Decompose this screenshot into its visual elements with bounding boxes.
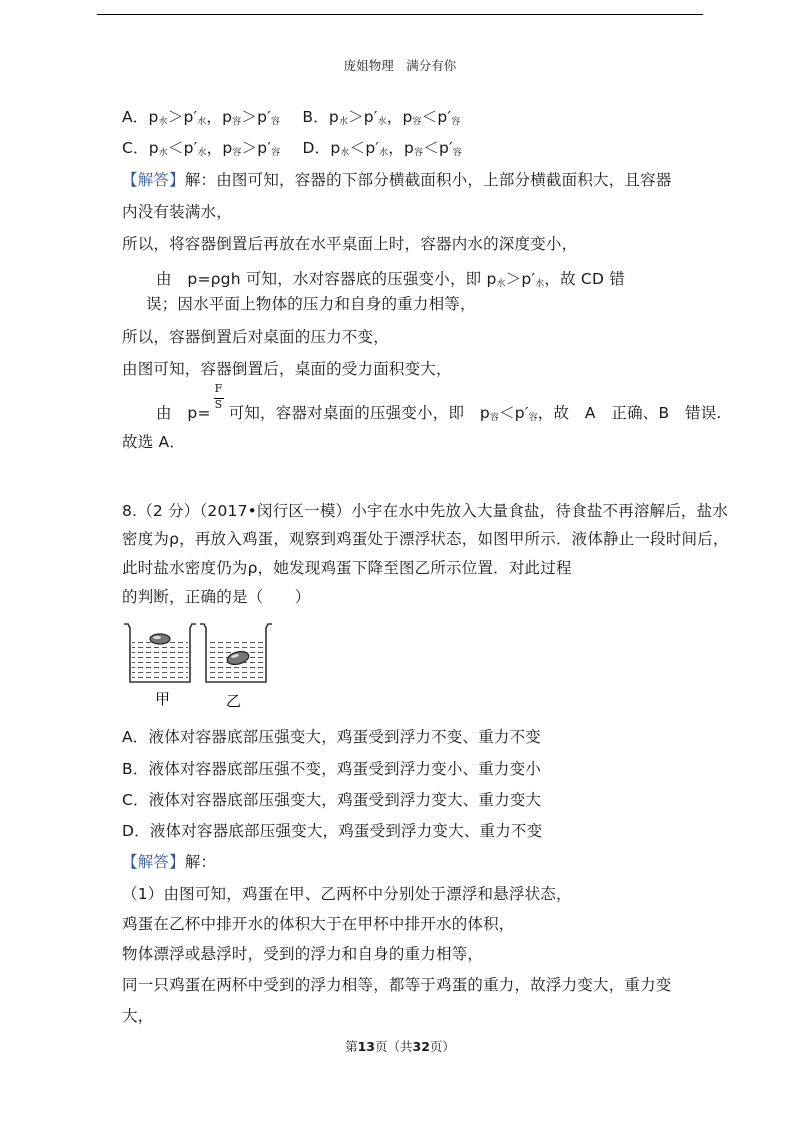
beaker-figure bbox=[122, 620, 282, 710]
prev-option-a-b-row bbox=[122, 105, 460, 127]
beaker-jia bbox=[124, 624, 196, 682]
prev-option-a: A．$p_水>p'_水$，$p_容>p'_容$ bbox=[122, 108, 281, 127]
answer8-line-1: （1）由图可知，鸡蛋在甲、乙两杯中分别处于漂浮和悬浮状态， bbox=[122, 885, 572, 903]
page-footer: 第13页（共32页） bbox=[345, 1039, 455, 1054]
q8-line-4: 的判断，正确的是（ ） bbox=[122, 588, 311, 606]
answer-tag: 【解答】 bbox=[122, 171, 185, 189]
answer7-line-3: 所以，将容器倒置后再放在水平桌面上时，容器内水的深度变小， bbox=[122, 235, 578, 253]
beakers-svg bbox=[122, 620, 282, 710]
page-header: 庞姐物理 满分有你 bbox=[343, 58, 457, 73]
prev-option-c: C．$p_水<p'_水$，$p_容>p'_容$ bbox=[122, 139, 281, 158]
answer7-line-2: 内没有装满水， bbox=[122, 203, 232, 221]
q8-line-2: 密度为ρ，再放入鸡蛋，观察到鸡蛋处于漂浮状态，如图甲所示．液体静止一段时间后， bbox=[122, 530, 729, 548]
prev-option-b: B．$p_水>p'_水$，$p_容<p'_容$ bbox=[302, 108, 461, 127]
q8-line-3: 此时盐水密度仍为ρ，她发现鸡蛋下降至图乙所示位置．对此过程 bbox=[122, 559, 572, 577]
answer7-line-9: 故选 A． bbox=[122, 433, 186, 451]
answer8-line-3: 物体漂浮或悬浮时，受到的浮力和自身的重力相等， bbox=[122, 945, 484, 963]
answer7-line-8: 由 p= $\frac{F}{S}$ 可知，容器对桌面的压强变小，即 $p_容<p'_容$，故 A 正确、B 错误. bbox=[156, 382, 722, 423]
page-total: 32 bbox=[412, 1039, 430, 1054]
label-yi: 乙 bbox=[226, 692, 242, 710]
egg-floating bbox=[150, 634, 170, 644]
q8-option-a: A．液体对容器底部压强变大，鸡蛋受到浮力不变、重力不变 bbox=[122, 728, 542, 746]
prev-option-d: D．$p_水<p'_水$，$p_容<p'_容$ bbox=[302, 139, 462, 158]
answer7-line-7: 由图可知，容器倒置后，桌面的受力面积变大， bbox=[122, 360, 452, 378]
answer7-line-6: 所以，容器倒置后对桌面的压力不变， bbox=[122, 328, 389, 346]
answer8-line-4: 同一只鸡蛋在两杯中受到的浮力相等，都等于鸡蛋的重力，故浮力变大，重力变 bbox=[122, 976, 672, 994]
answer8-line-5: 大， bbox=[122, 1007, 154, 1025]
answer8-heading: 【解答】解： bbox=[122, 853, 217, 871]
fraction-f-over-s: $\frac{F}{S}$ bbox=[214, 382, 223, 411]
q8-line-1: 8.（2 分）（2017•闵行区一模）小宇在水中先放入大量食盐，待食盐不再溶解后，盐水 bbox=[122, 502, 729, 520]
q8-option-c: C．液体对容器底部压强变大，鸡蛋受到浮力变大、重力变大 bbox=[122, 791, 542, 809]
page-number: 13 bbox=[357, 1039, 375, 1054]
answer8-line-2: 鸡蛋在乙杯中排开水的体积大于在甲杯中排开水的体积， bbox=[122, 915, 515, 933]
answer7-line-5: 误；因水平面上物体的压力和自身的重力相等， bbox=[146, 295, 476, 313]
beaker-yi bbox=[200, 624, 272, 682]
answer-tag: 【解答】 bbox=[122, 853, 185, 871]
label-jia: 甲 bbox=[155, 690, 171, 708]
answer7-line-1: 【解答】解：由图可知，容器的下部分横截面积小，上部分横截面积大，且容器 bbox=[122, 171, 672, 189]
q8-option-b: B．液体对容器底部压强不变，鸡蛋受到浮力变小、重力变小 bbox=[122, 760, 542, 778]
prev-option-c-d-row bbox=[122, 136, 462, 158]
header-rule bbox=[97, 14, 703, 15]
q8-option-d: D．液体对容器底部压强变大，鸡蛋受到浮力变大、重力不变 bbox=[122, 822, 543, 840]
answer7-line-4: 由 p=ρgh 可知，水对容器底的压强变小，即 $p_水>p'_水$，故 CD 错 bbox=[156, 270, 625, 289]
